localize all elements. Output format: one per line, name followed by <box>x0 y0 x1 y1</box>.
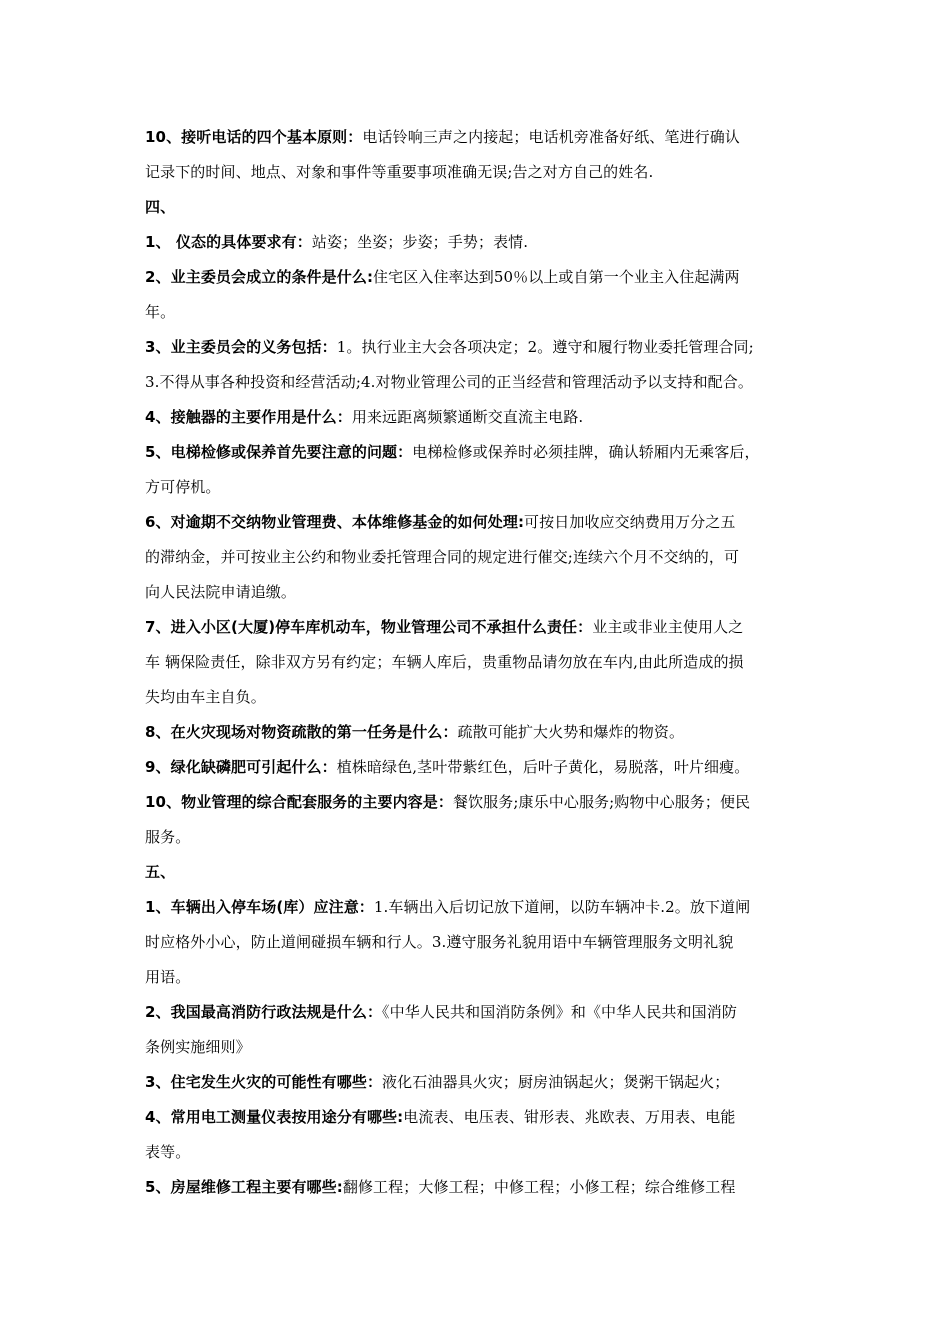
text-line <box>145 575 815 610</box>
text-line <box>145 890 815 925</box>
answer-text: 用来远距离频繁通断交直流主电路. <box>351 408 584 426</box>
question-heading: 2、我国最高消防行政法规是什么： <box>145 1003 383 1021</box>
text-line <box>145 785 815 820</box>
question-heading: 1、车辆出入停车场(库）应注意： <box>145 898 374 916</box>
text-line <box>145 365 815 400</box>
question-heading: 1、 仪态的具体要求有： <box>145 233 312 251</box>
text-line <box>145 155 815 190</box>
text-line <box>145 1065 815 1100</box>
question-heading: 7、进入小区(大厦)停车库机动车，物业管理公司不承担什么责任： <box>145 618 593 636</box>
question-heading: 5、房屋维修工程主要有哪些: <box>145 1178 343 1196</box>
text-line <box>145 1135 815 1170</box>
answer-text: 电梯检修或保养时必须挂牌，确认轿厢内无乘客后， <box>412 443 760 461</box>
answer-text: 植株暗绿色,茎叶带紫红色，后叶子黄化，易脱落，叶片细瘦。 <box>336 758 750 776</box>
document-page <box>145 120 815 1205</box>
text-line <box>145 925 815 960</box>
question-heading: 8、在火灾现场对物资疏散的第一任务是什么： <box>145 723 458 741</box>
text-line <box>145 995 815 1030</box>
question-heading: 3、业主委员会的义务包括： <box>145 338 337 356</box>
section-number: 五、 <box>145 863 176 881</box>
answer-text: 电话铃响三声之内接起；电话机旁准备好纸、笔进行确认 <box>362 128 740 146</box>
answer-text: 住宅区入住率达到50％以上或自第一个业主入住起满两 <box>373 268 740 286</box>
text-line <box>145 260 815 295</box>
answer-text: 记录下的时间、地点、对象和事件等重要事项准确无误;告之对方自己的姓名. <box>145 163 654 181</box>
question-heading: 4、常用电工测量仪表按用途分有哪些: <box>145 1108 404 1126</box>
answer-text: 服务。 <box>145 828 191 846</box>
question-heading: 4、接触器的主要作用是什么： <box>145 408 352 426</box>
text-line <box>145 715 815 750</box>
question-heading: 6、对逾期不交纳物业管理费、本体维修基金的如何处理: <box>145 513 525 531</box>
answer-text: 业主或非业主使用人之 <box>592 618 744 636</box>
question-heading: 3、住宅发生火灾的可能性有哪些： <box>145 1073 383 1091</box>
section-heading <box>145 190 815 225</box>
text-line <box>145 295 815 330</box>
section-heading <box>145 855 815 890</box>
text-line <box>145 1170 815 1205</box>
text-line <box>145 820 815 855</box>
question-heading: 9、绿化缺磷肥可引起什么： <box>145 758 337 776</box>
answer-text: 《中华人民共和国消防条例》和《中华人民共和国消防 <box>382 1003 737 1021</box>
question-heading: 10、物业管理的综合配套服务的主要内容是： <box>145 793 453 811</box>
text-line <box>145 680 815 715</box>
answer-text: 液化石油器具火灾；厨房油锅起火；煲粥干锅起火； <box>382 1073 730 1091</box>
answer-text: 疏散可能扩大火势和爆炸的物资。 <box>457 723 685 741</box>
answer-text: 车 辆保险责任，除非双方另有约定；车辆人库后，贵重物品请勿放在车内,由此所造成的损 <box>145 653 744 671</box>
answer-text: 方可停机。 <box>145 478 221 496</box>
text-line <box>145 1030 815 1065</box>
text-line <box>145 470 815 505</box>
text-line <box>145 960 815 995</box>
answer-text: 失均由车主自负。 <box>145 688 266 706</box>
answer-text: 3.不得从事各种投资和经营活动;4.对物业管理公司的正当经营和管理活动予以支持和配合。 <box>145 373 753 391</box>
question-heading: 10、接听电话的四个基本原则： <box>145 128 363 146</box>
answer-text: 时应格外小心，防止道闸碰损车辆和行人。3.遵守服务礼貌用语中车辆管理服务文明礼貌 <box>145 933 734 951</box>
answer-text: 年。 <box>145 303 176 321</box>
text-line <box>145 120 815 155</box>
answer-text: 用语。 <box>145 968 191 986</box>
question-heading: 2、业主委员会成立的条件是什么: <box>145 268 374 286</box>
answer-text: 翻修工程；大修工程；中修工程；小修工程；综合维修工程 <box>342 1178 736 1196</box>
answer-text: 向人民法院申请追缴。 <box>145 583 297 601</box>
text-line <box>145 645 815 680</box>
answer-text: 1.车辆出入后切记放下道闸，以防车辆冲卡.2。放下道闸 <box>373 898 751 916</box>
answer-text: 1。执行业主大会各项决定；2。遵守和履行物业委托管理合同; <box>336 338 754 356</box>
text-line <box>145 750 815 785</box>
answer-text: 条例实施细则》 <box>145 1038 251 1056</box>
text-line <box>145 330 815 365</box>
text-line <box>145 435 815 470</box>
text-line <box>145 505 815 540</box>
section-number: 四、 <box>145 198 176 216</box>
question-heading: 5、电梯检修或保养首先要注意的问题： <box>145 443 413 461</box>
answer-text: 的滞纳金，并可按业主公约和物业委托管理合同的规定进行催交;连续六个月不交纳的，可 <box>145 548 740 566</box>
text-line <box>145 400 815 435</box>
answer-text: 电流表、电压表、钳形表、兆欧表、万用表、电能 <box>403 1108 736 1126</box>
answer-text: 表等。 <box>145 1143 191 1161</box>
answer-text: 站姿；坐姿；步姿；手势；表情. <box>311 233 529 251</box>
answer-text: 可按日加收应交纳费用万分之五 <box>524 513 736 531</box>
text-line <box>145 1100 815 1135</box>
text-line <box>145 225 815 260</box>
text-line <box>145 540 815 575</box>
text-line <box>145 610 815 645</box>
answer-text: 餐饮服务;康乐中心服务;购物中心服务；便民 <box>452 793 751 811</box>
